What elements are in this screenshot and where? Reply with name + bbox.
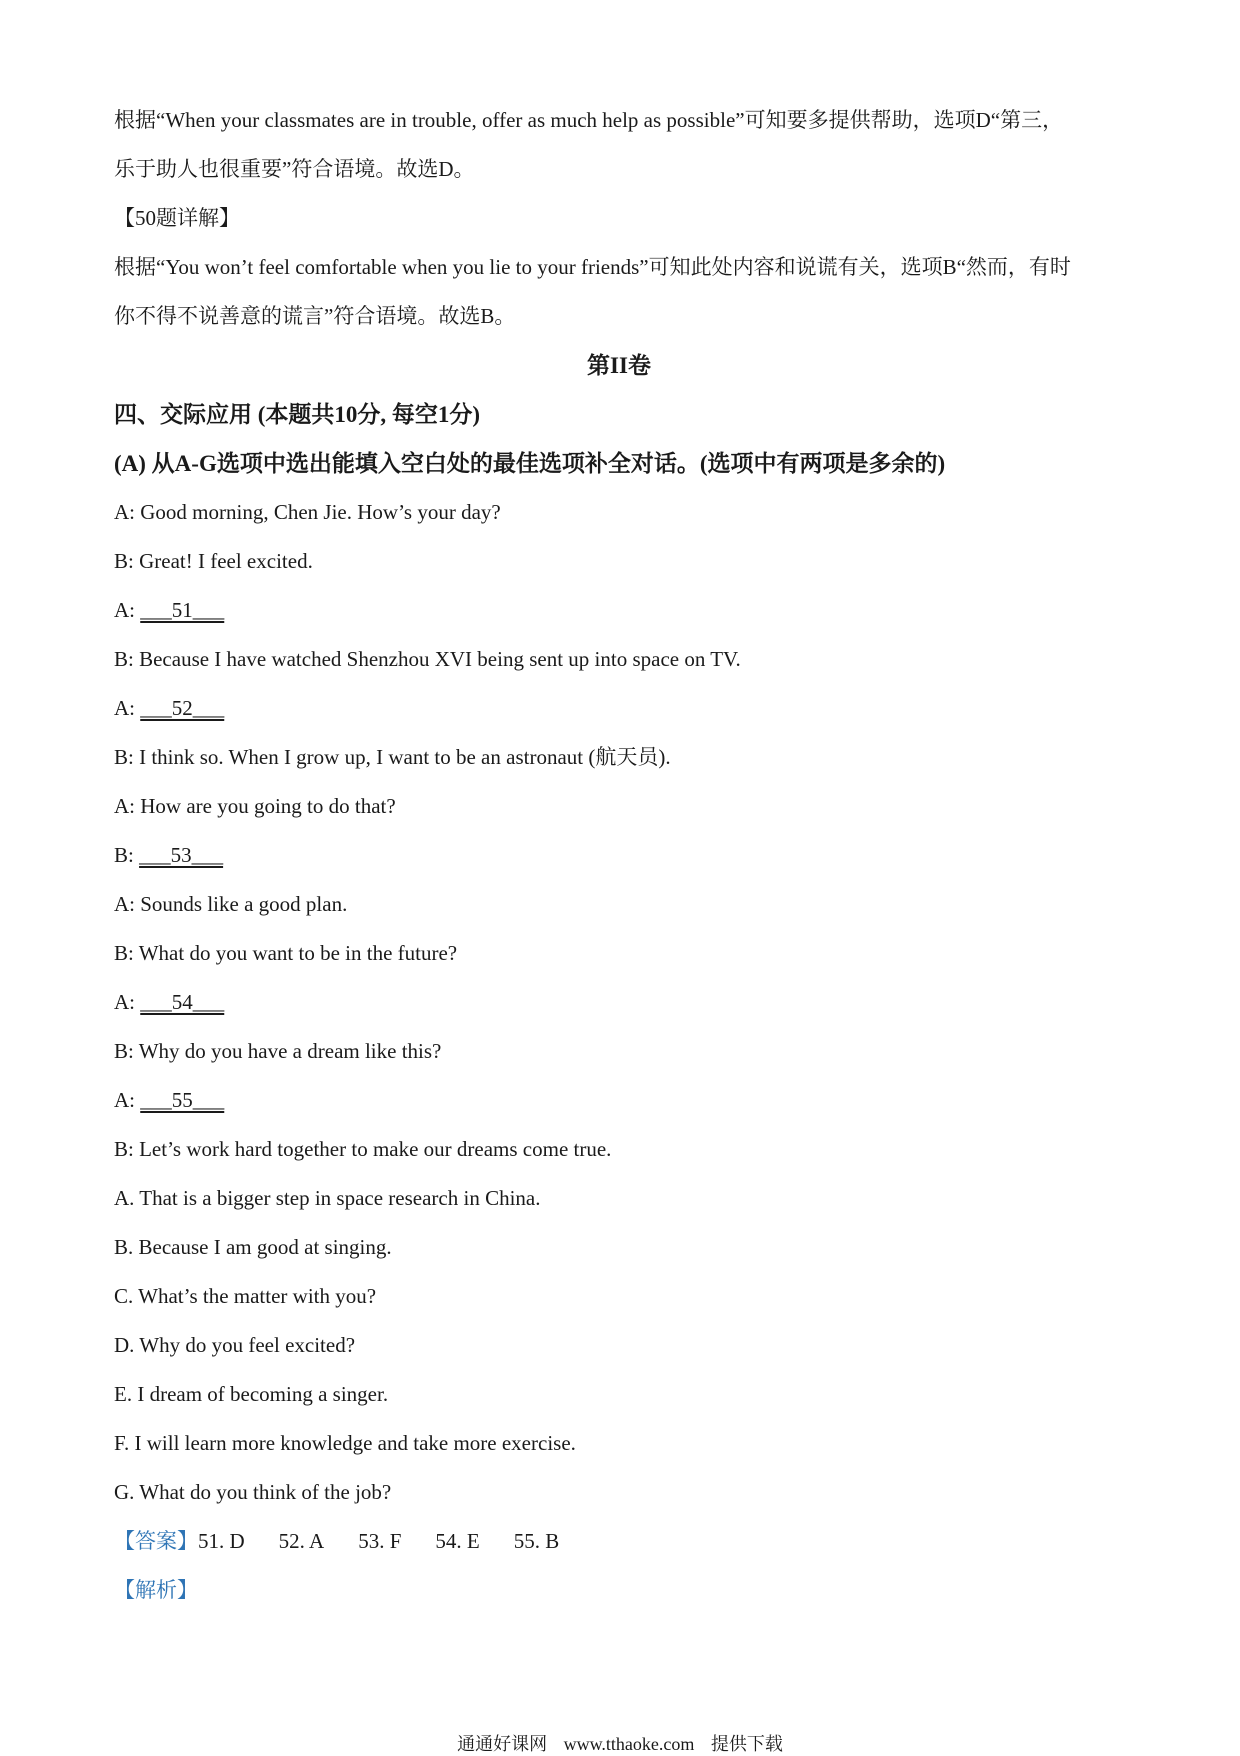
answer-blank: ___53___ xyxy=(139,843,224,867)
dialogue-line xyxy=(114,1125,1124,1174)
answer-item: 55. B xyxy=(513,1529,560,1553)
document-page xyxy=(114,96,1124,1615)
speaker-label: B: xyxy=(114,549,134,573)
footer-suffix: 提供下载 xyxy=(710,1734,783,1754)
speaker-label: B: xyxy=(114,1039,134,1063)
speaker-label: A: xyxy=(114,892,135,916)
dialogue-line xyxy=(114,537,1124,586)
answer-item: 52. A xyxy=(278,1529,325,1553)
answer-blank: ___54___ xyxy=(140,990,225,1014)
dialogue-text: How are you going to do that? xyxy=(140,794,396,818)
answer-row xyxy=(114,1517,1124,1566)
dialogue-text: Why do you have a dream like this? xyxy=(138,1039,442,1063)
explanation-line-4: 你不得不说善意的谎言”符合语境。故选B。 xyxy=(114,304,516,328)
dialogue-line xyxy=(114,1027,1124,1076)
answer-item: 51. D xyxy=(198,1529,245,1553)
dialogue-text: Let’s work hard together to make our dreams come true. xyxy=(139,1137,612,1161)
answer-blank: ___51___ xyxy=(140,598,225,622)
part-a-instruction: (A) 从A-G选项中选出能填入空白处的最佳选项补全对话。(选项中有两项是多余的) xyxy=(114,451,946,476)
option-item: C. What’s the matter with you? xyxy=(114,1284,377,1308)
explanation-line-3: 根据“You won’t feel comfortable when you lie to your friends”可知此处内容和说谎有关，选项B“然而，有时 xyxy=(114,255,1071,279)
dialogue-text: Great! I feel excited. xyxy=(139,549,313,573)
dialogue-line xyxy=(114,831,1124,880)
analysis-label: 【解析】 xyxy=(114,1578,198,1602)
speaker-label: A: xyxy=(114,1088,135,1112)
speaker-label: B: xyxy=(114,843,134,867)
option-item: F. I will learn more knowledge and take more exercise. xyxy=(114,1431,576,1455)
dialogue-text: Sounds like a good plan. xyxy=(140,892,348,916)
answer-blank: ___52___ xyxy=(140,696,225,720)
speaker-label: A: xyxy=(114,696,135,720)
dialogue-line xyxy=(114,635,1124,684)
footer-site-name: 通通好课网 xyxy=(457,1734,548,1754)
answer-item: 53. F xyxy=(358,1529,402,1553)
page-footer xyxy=(0,1730,1240,1756)
explanation-line-2: 乐于助人也很重要”符合语境。故选D。 xyxy=(114,157,475,181)
speaker-label: B: xyxy=(114,647,134,671)
question-50-label: 【50题详解】 xyxy=(114,206,240,230)
footer-url: www.tthaoke.com xyxy=(563,1734,695,1754)
option-item: E. I dream of becoming a singer. xyxy=(114,1382,389,1406)
speaker-label: A: xyxy=(114,500,135,524)
dialogue-line xyxy=(114,978,1124,1027)
dialogue-line xyxy=(114,733,1124,782)
answer-item: 54. E xyxy=(435,1529,480,1553)
dialogue-text: What do you want to be in the future? xyxy=(138,941,458,965)
speaker-label: B: xyxy=(114,1137,134,1161)
dialogue-line xyxy=(114,684,1124,733)
dialogue-line xyxy=(114,586,1124,635)
answer-label: 【答案】 xyxy=(114,1529,198,1553)
speaker-label: A: xyxy=(114,794,135,818)
section-title: 四、交际应用 (本题共10分, 每空1分) xyxy=(114,402,481,427)
option-item: G. What do you think of the job? xyxy=(114,1480,392,1504)
dialogue-line xyxy=(114,488,1124,537)
explanation-line-1: 根据“When your classmates are in trouble, offer as much help as possible”可知要多提供帮助，选项D“第三， xyxy=(114,108,1064,132)
dialogue-text: Good morning, Chen Jie. How’s your day? xyxy=(140,500,501,524)
options-list xyxy=(114,1174,1124,1517)
dialogue-line xyxy=(114,782,1124,831)
speaker-label: A: xyxy=(114,990,135,1014)
speaker-label: A: xyxy=(114,598,135,622)
dialogue-line xyxy=(114,1076,1124,1125)
speaker-label: B: xyxy=(114,941,134,965)
dialogue-line xyxy=(114,880,1124,929)
dialogue-text: I think so. When I grow up, I want to be an astronaut (航天员). xyxy=(139,745,671,769)
dialogue-line xyxy=(114,929,1124,978)
dialogue xyxy=(114,488,1124,1174)
option-item: B. Because I am good at singing. xyxy=(114,1235,392,1259)
option-item: D. Why do you feel excited? xyxy=(114,1333,356,1357)
option-item: A. That is a bigger step in space research in China. xyxy=(114,1186,541,1210)
dialogue-text: Because I have watched Shenzhou XVI being sent up into space on TV. xyxy=(139,647,741,671)
volume-title: 第II卷 xyxy=(587,353,651,378)
answer-blank: ___55___ xyxy=(140,1088,225,1112)
speaker-label: B: xyxy=(114,745,134,769)
